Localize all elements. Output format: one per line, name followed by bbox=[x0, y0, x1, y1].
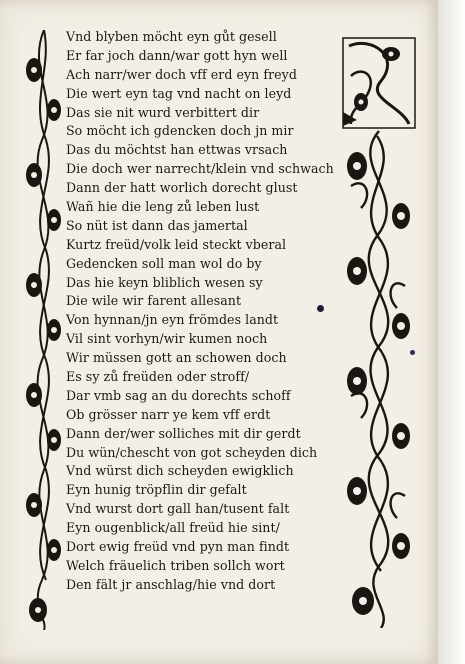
text-line: Vnd wurst dort gall han/tusent falt bbox=[66, 501, 290, 517]
right-floral-border-icon bbox=[341, 36, 417, 628]
page-edge bbox=[438, 0, 465, 664]
text-line: Vil sint vorhyn/wir kumen noch bbox=[66, 331, 268, 347]
acanthus-corner-icon bbox=[343, 38, 415, 128]
text-line: Das sie nit wurd verbittert dir bbox=[66, 104, 260, 120]
text-line: Wir müssen gott an schowen doch bbox=[66, 350, 287, 366]
text-line: Welch fräuelich triben sollch wort bbox=[66, 557, 285, 573]
ink-speck bbox=[317, 305, 324, 312]
text-line: Ob grösser narr ye kem vff erdt bbox=[66, 406, 271, 422]
text-line: Dort ewig freüd vnd pyn man findt bbox=[66, 539, 290, 555]
text-line: Vnd blyben möcht eyn gůt gesell bbox=[66, 29, 277, 44]
text-line: So nüt ist dann das jamertal bbox=[66, 217, 248, 233]
text-line: Das du möchtst han ettwas vrsach bbox=[66, 142, 288, 158]
poem-text-block bbox=[66, 28, 346, 595]
ink-speck bbox=[410, 350, 415, 355]
text-line: Die doch wer narrecht/klein vnd schwach bbox=[66, 161, 334, 177]
text-line: Vnd würst dich scheyden ewigklich bbox=[66, 463, 294, 479]
text-line: Du wün/chescht von got scheyden dich bbox=[66, 444, 318, 460]
text-line: Gedencken soll man wol do by bbox=[66, 255, 262, 271]
text-line: So möcht ich gdencken doch jn mir bbox=[66, 123, 294, 139]
text-line: Von hynnan/jn eyn frömdes landt bbox=[66, 312, 279, 328]
text-line: Eyn hunig tröpflin dir gefalt bbox=[66, 482, 247, 498]
text-line: Eyn ougenblick/all freüd hie sint/ bbox=[66, 520, 280, 536]
text-line: Die wile wir farent allesant bbox=[66, 293, 242, 309]
left-floral-border-icon bbox=[22, 30, 66, 630]
text-line: Dann der/wer solliches mit dir gerdt bbox=[66, 425, 301, 441]
text-line: Dar vmb sag an du dorechts schoff bbox=[66, 387, 291, 403]
text-line: Den fält jr anschlag/hie vnd dort bbox=[66, 576, 276, 592]
text-line: Er far joch dann/war gott hyn well bbox=[66, 47, 288, 63]
text-line: Dann der hatt worlich dorecht glust bbox=[66, 180, 298, 196]
text-line: Die wert eyn tag vnd nacht on leyd bbox=[66, 85, 292, 101]
text-line: Es sy zů freüden oder stroff/ bbox=[66, 369, 250, 385]
text-line: Ach narr/wer doch vff erd eyn freyd bbox=[66, 66, 297, 82]
text-line: Wañ hie die leng zů leben lust bbox=[66, 199, 260, 215]
text-line: Kurtz freüd/volk leid steckt vberal bbox=[66, 236, 287, 252]
text-line: Das hie keyn bliblich wesen sy bbox=[66, 274, 263, 290]
